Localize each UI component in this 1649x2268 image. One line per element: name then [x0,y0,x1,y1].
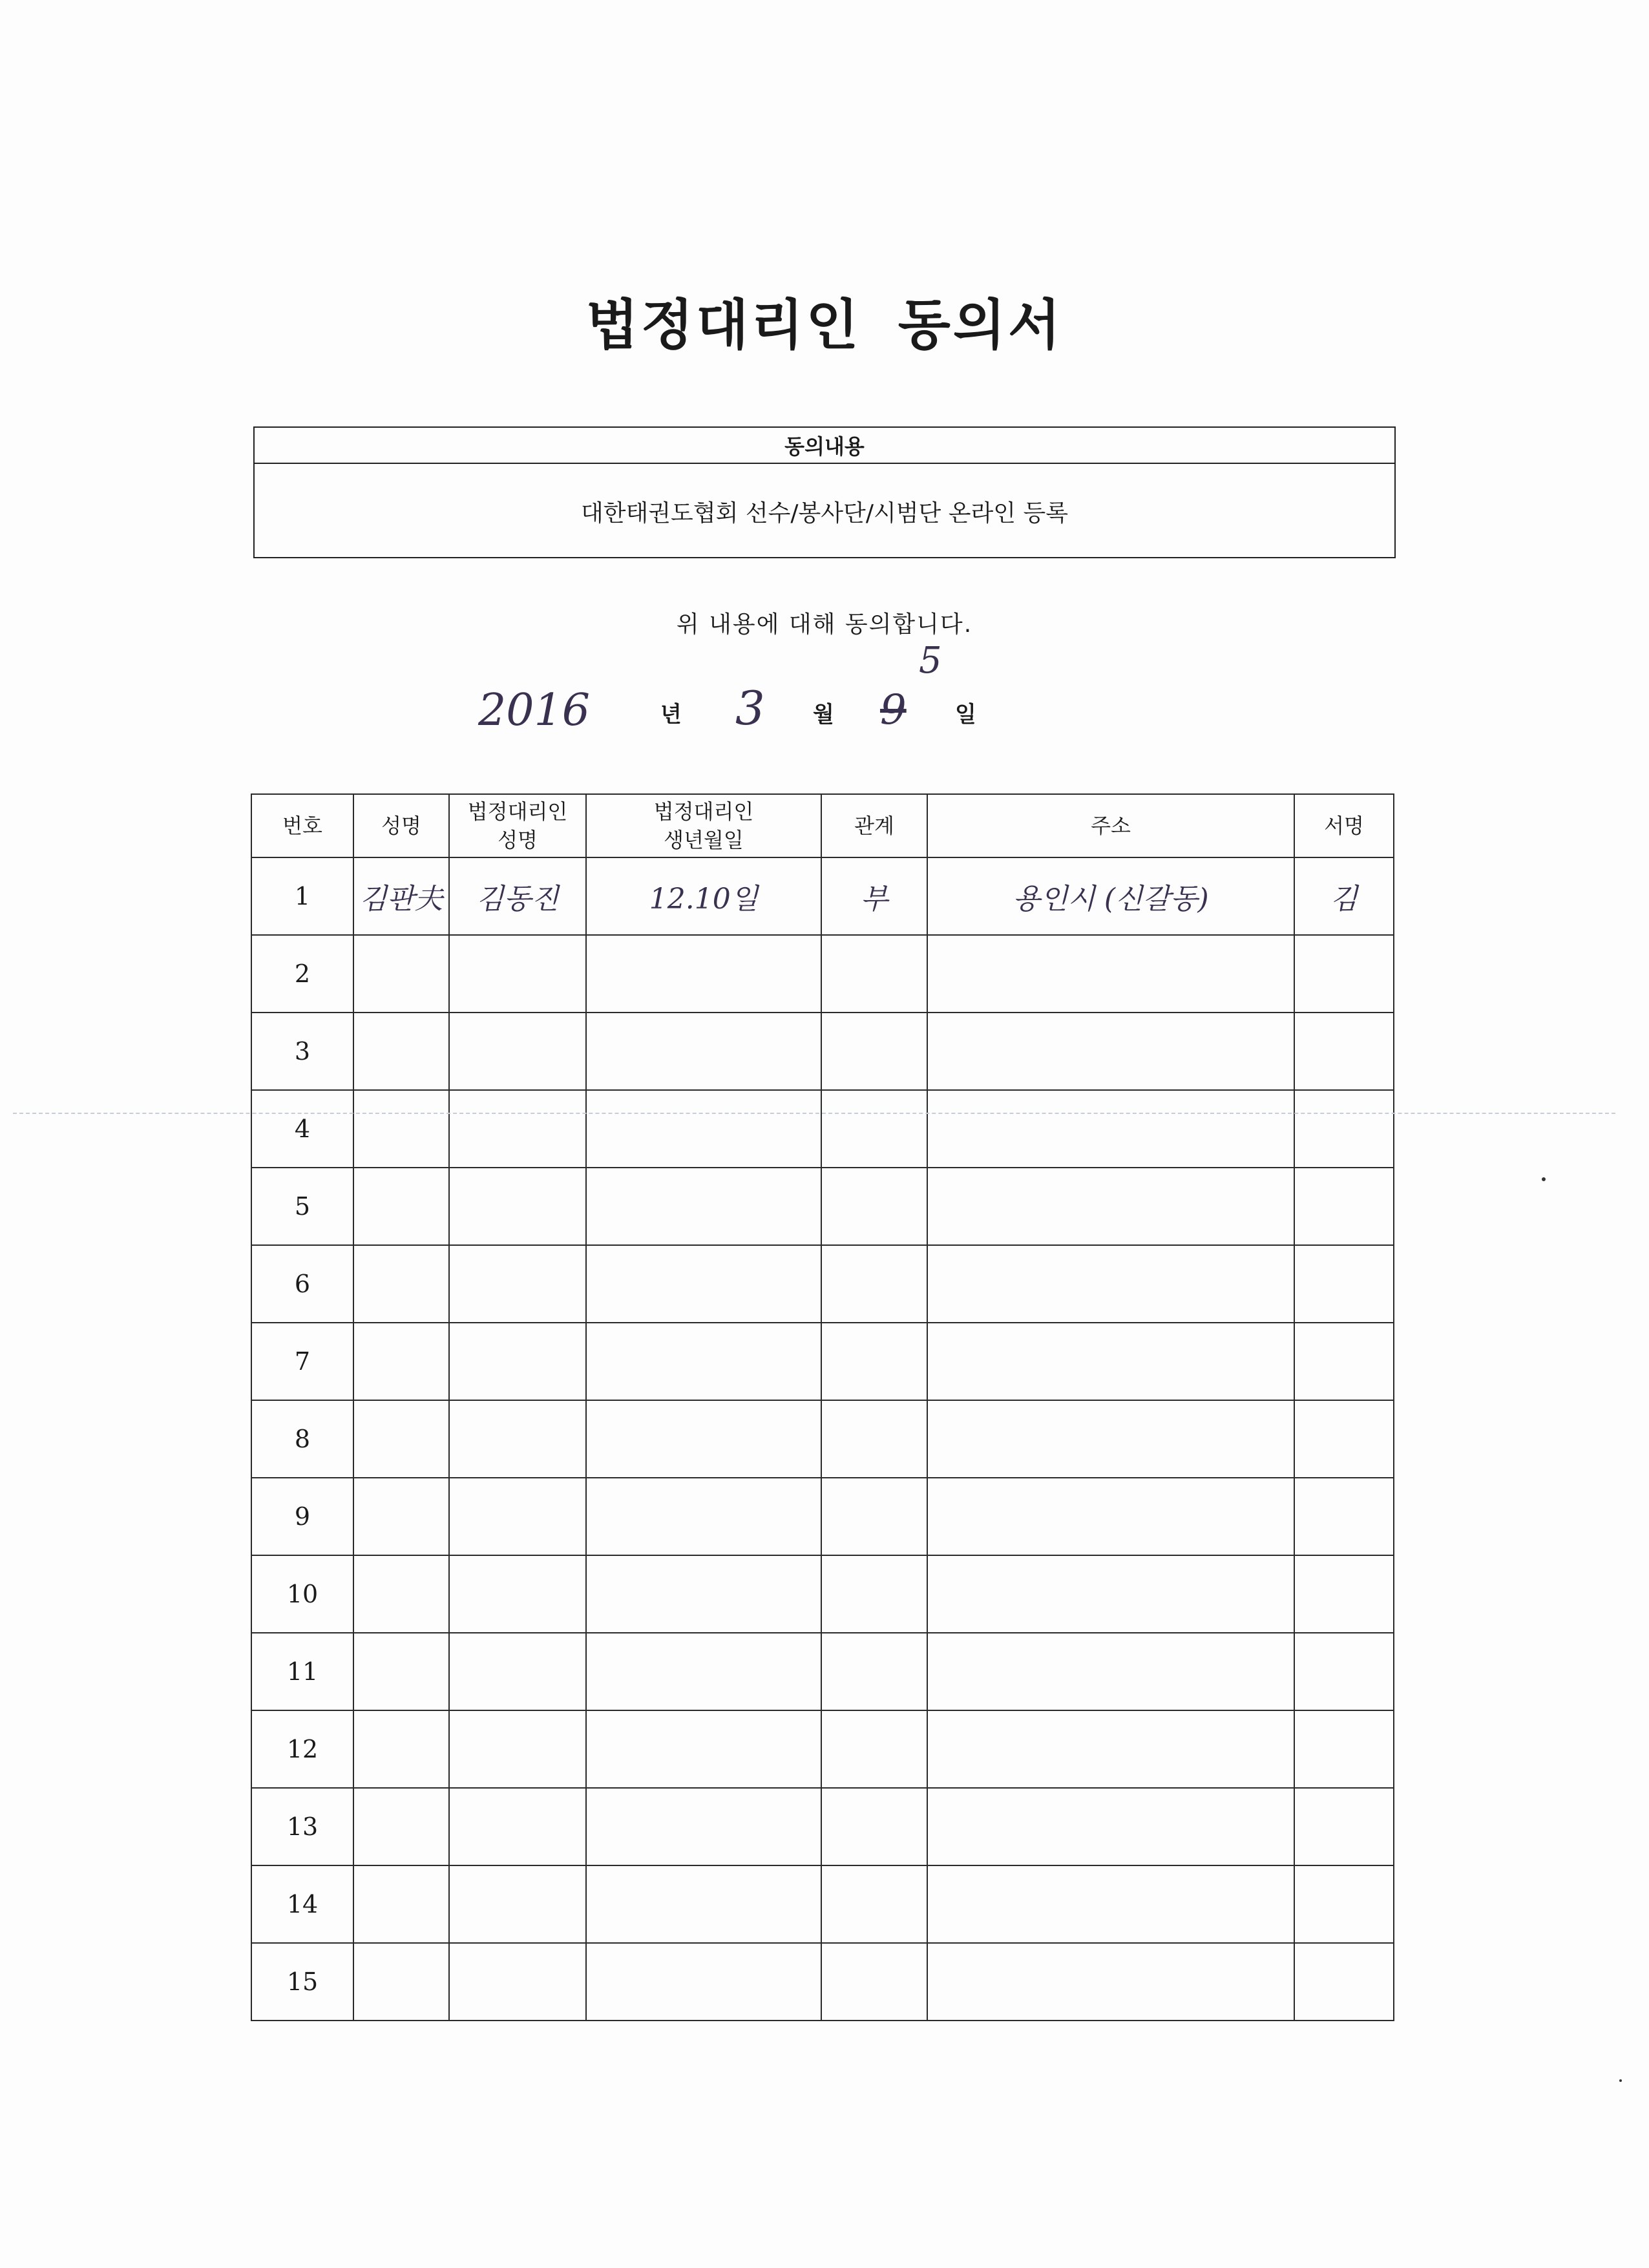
registrant-table [251,793,1394,2021]
empty-cell [353,1400,449,1478]
row-birth-handwritten: 12.10일 [586,857,821,935]
empty-cell [586,1323,821,1400]
empty-cell [927,1555,1294,1633]
empty-cell [821,1943,927,2021]
table-row [251,1865,1394,1943]
empty-cell [586,1013,821,1090]
handwritten-day-struck: 9 [880,686,907,734]
agree-statement: 위 내용에 대해 동의합니다. [676,611,973,638]
table-row [251,1788,1394,1865]
consent-body: 대한태권도협회 선수/봉사단/시범단 온라인 등록 [580,499,1069,527]
empty-cell [449,1013,586,1090]
title-word-consent: 동의서 [898,293,1064,357]
handwritten-day-corrected: 5 [919,640,942,682]
empty-cell [353,1633,449,1710]
empty-cell [927,1943,1294,2021]
empty-cell [1294,1555,1394,1633]
empty-cell [353,1788,449,1865]
empty-cell [1294,1865,1394,1943]
row-number: 12 [251,1710,353,1788]
row-relation-handwritten: 부 [821,857,927,935]
year-label: 년 [660,702,682,728]
empty-cell [1294,1633,1394,1710]
paper-fold-line [13,1113,1615,1117]
empty-cell [1294,1478,1394,1555]
scan-speck [1619,2079,1622,2082]
empty-cell [1294,1943,1394,2021]
empty-cell [353,1168,449,1245]
header-address: 주소 [927,794,1294,857]
row-address-handwritten: 용인시 (신갈동) [927,857,1294,935]
empty-cell [927,1090,1294,1168]
table-row [251,1013,1394,1090]
empty-cell [927,935,1294,1013]
empty-cell [449,1788,586,1865]
table-row [251,1633,1394,1710]
header-signature: 서명 [1294,794,1394,857]
row-number: 13 [251,1788,353,1865]
table-row [251,1323,1394,1400]
table-row [251,857,1394,935]
empty-cell [927,1865,1294,1943]
table-row [251,1478,1394,1555]
empty-cell [1294,1090,1394,1168]
header-guardian-name [449,794,586,857]
empty-cell [821,1323,927,1400]
empty-cell [586,1788,821,1865]
header-guardian-birth-line1: 법정대리인 [653,799,754,824]
empty-cell [1294,1400,1394,1478]
row-number: 2 [251,935,353,1013]
row-number: 14 [251,1865,353,1943]
document-title [0,282,1649,360]
empty-cell [353,1865,449,1943]
empty-cell [586,1633,821,1710]
empty-cell [449,1710,586,1788]
empty-cell [927,1323,1294,1400]
header-guardian-birth-line2: 생년월일 [664,828,744,852]
empty-cell [821,1710,927,1788]
table-row [251,1400,1394,1478]
empty-cell [449,1865,586,1943]
empty-cell [449,1555,586,1633]
day-label: 일 [955,702,976,728]
row-number: 15 [251,1943,353,2021]
row-signature-handwritten: 김 [1294,857,1394,935]
header-name: 성명 [353,794,449,857]
empty-cell [449,1400,586,1478]
table-row [251,935,1394,1013]
empty-cell [586,1865,821,1943]
table-row [251,1168,1394,1245]
empty-cell [1294,1013,1394,1090]
empty-cell [353,1710,449,1788]
empty-cell [1294,1788,1394,1865]
row-number: 9 [251,1478,353,1555]
row-number: 7 [251,1323,353,1400]
row-number: 8 [251,1400,353,1478]
row-number: 11 [251,1633,353,1710]
row-number: 1 [251,857,353,935]
empty-cell [586,1555,821,1633]
header-guardian-birth [586,794,821,857]
empty-cell [821,1478,927,1555]
empty-cell [353,1090,449,1168]
header-number: 번호 [251,794,353,857]
empty-cell [586,1478,821,1555]
month-label: 월 [813,702,834,728]
empty-cell [353,1943,449,2021]
empty-cell [449,1090,586,1168]
empty-cell [821,1013,927,1090]
empty-cell [449,935,586,1013]
consent-content-box [253,426,1396,558]
empty-cell [927,1400,1294,1478]
empty-cell [449,1168,586,1245]
handwritten-year: 2016 [478,685,591,736]
empty-cell [353,935,449,1013]
date-row [0,640,1649,737]
empty-cell [821,1633,927,1710]
empty-cell [586,1400,821,1478]
empty-cell [821,1090,927,1168]
empty-cell [821,1788,927,1865]
empty-cell [927,1478,1294,1555]
empty-cell [821,935,927,1013]
empty-cell [821,1400,927,1478]
empty-cell [353,1245,449,1323]
row-name-handwritten: 김판夫 [353,857,449,935]
row-guardian-handwritten: 김동진 [449,857,586,935]
empty-cell [821,1555,927,1633]
row-number: 5 [251,1168,353,1245]
empty-cell [449,1245,586,1323]
empty-cell [353,1013,449,1090]
empty-cell [586,1168,821,1245]
table-row [251,1943,1394,2021]
header-guardian-name-line2: 성명 [498,828,538,852]
header-relation: 관계 [821,794,927,857]
row-number: 4 [251,1090,353,1168]
empty-cell [821,1245,927,1323]
empty-cell [353,1323,449,1400]
scan-speck [1542,1177,1546,1181]
consent-header: 동의내용 [255,428,1394,464]
empty-cell [449,1323,586,1400]
empty-cell [1294,935,1394,1013]
empty-cell [821,1865,927,1943]
empty-cell [927,1245,1294,1323]
empty-cell [586,1943,821,2021]
title-word-guardian: 법정대리인 [585,293,861,357]
row-number: 6 [251,1245,353,1323]
empty-cell [927,1013,1294,1090]
empty-cell [586,1710,821,1788]
empty-cell [449,1633,586,1710]
table-row [251,1245,1394,1323]
empty-cell [1294,1323,1394,1400]
empty-cell [586,1245,821,1323]
empty-cell [927,1788,1294,1865]
empty-cell [353,1555,449,1633]
header-guardian-name-line1: 법정대리인 [467,799,568,824]
empty-cell [586,1090,821,1168]
table-header-row [251,794,1394,857]
empty-cell [927,1633,1294,1710]
table-row [251,1710,1394,1788]
table-row [251,1555,1394,1633]
empty-cell [1294,1168,1394,1245]
empty-cell [353,1478,449,1555]
empty-cell [1294,1245,1394,1323]
empty-cell [1294,1710,1394,1788]
handwritten-month: 3 [735,681,765,735]
table-row [251,1090,1394,1168]
empty-cell [449,1478,586,1555]
empty-cell [927,1168,1294,1245]
empty-cell [927,1710,1294,1788]
row-number: 10 [251,1555,353,1633]
empty-cell [449,1943,586,2021]
empty-cell [586,935,821,1013]
empty-cell [821,1168,927,1245]
row-number: 3 [251,1013,353,1090]
